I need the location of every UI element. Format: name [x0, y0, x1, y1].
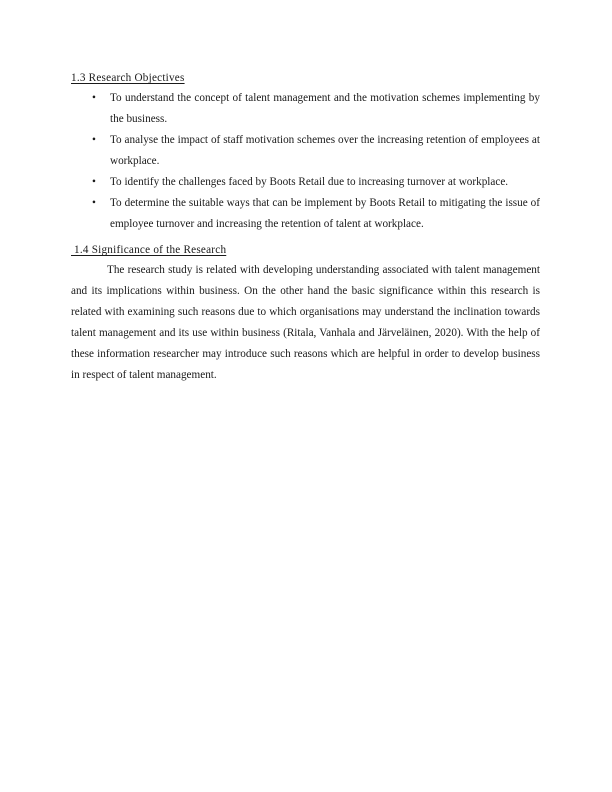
bullet-icon: •	[92, 134, 96, 146]
list-item-text: To determine the suitable ways that can be implement by Boots Retail to mitigating the issue of employee turnover and increasing the retention of talent at workplace.	[110, 197, 540, 230]
bullet-icon: •	[92, 197, 96, 209]
research-objectives-list	[71, 88, 540, 235]
significance-paragraph: The research study is related with developing understanding associated with talent management and its implications within business. On the other hand the basic significance within this research is related with examining such reasons due to which organisations may understand the inclination towards talent management and its use within business (Ritala, Vanhala and Järveläinen, 2020). With the help of these information researcher may introduce such reasons which are helpful in order to develop business in respect of talent management.	[71, 264, 540, 381]
bullet-icon: •	[92, 92, 96, 104]
list-item-text: To identify the challenges faced by Boots Retail due to increasing turnover at workplace.	[110, 176, 509, 188]
page-content	[71, 70, 540, 386]
bullet-icon: •	[92, 176, 96, 188]
list-item	[71, 88, 540, 130]
section-heading-research-objectives: 1.3 Research Objectives	[71, 72, 185, 84]
list-item-text: To analyse the impact of staff motivation schemes over the increasing retention of employees at workplace.	[110, 134, 540, 167]
list-item-text: To understand the concept of talent management and the motivation schemes implementing by the business.	[110, 92, 540, 125]
section-heading-significance-of-the-research: 1.4 Significance of the Research	[71, 244, 227, 256]
list-item	[71, 172, 540, 193]
list-item	[71, 130, 540, 172]
list-item	[71, 193, 540, 235]
